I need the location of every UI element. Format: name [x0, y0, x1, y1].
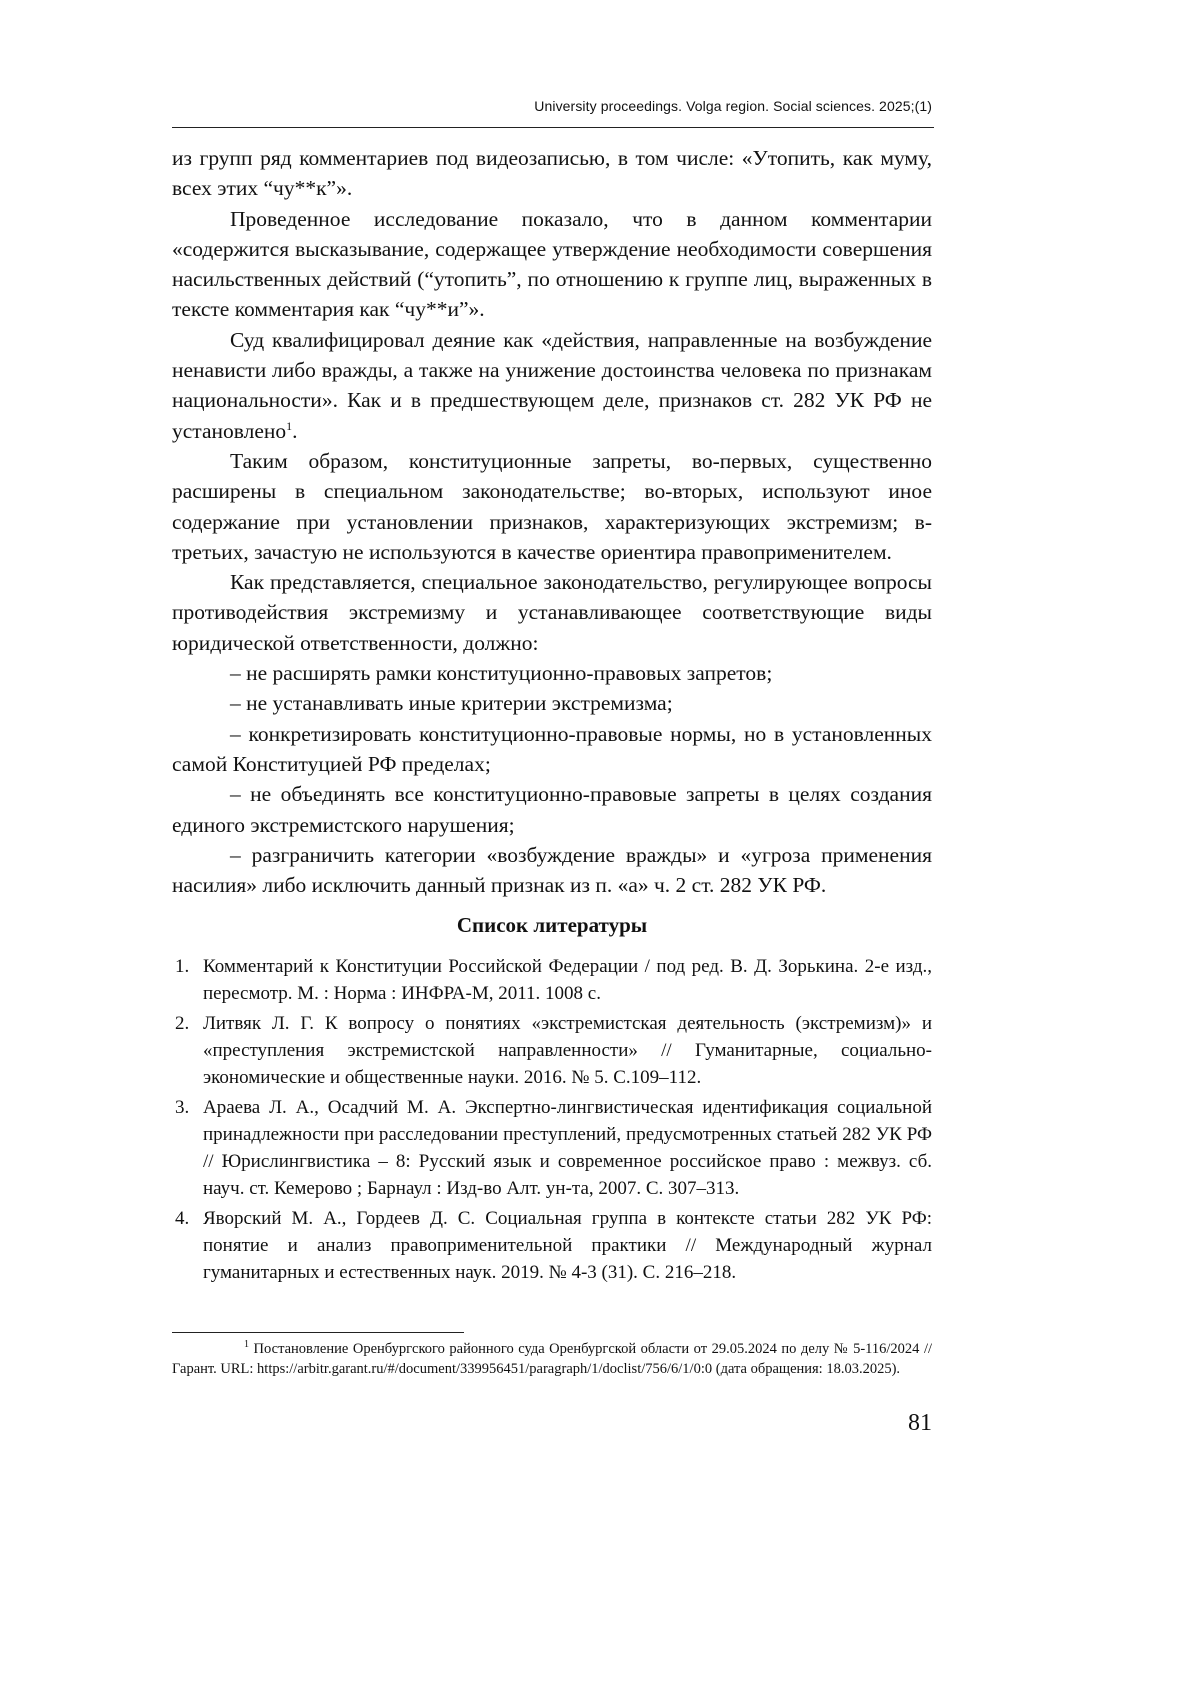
paragraph: из групп ряд комментариев под видеозаписью, в том числе: «Утопить, как муму, всех этих “чу**к”». — [172, 146, 932, 201]
reference-number: 1. — [175, 956, 190, 977]
paragraph-end-punctuation: . — [292, 418, 298, 443]
reference-number: 2. — [175, 1013, 190, 1034]
main-text — [172, 143, 932, 900]
paragraph: Таким образом, конституционные запреты, во-первых, существенно расширены в специальном законодательстве; во-вторых, используют иное содержание при установлении признаков, характеризующих экстремизм; в-третьих, зачастую не используются в качестве ориентира правоприменителем. — [172, 448, 932, 564]
list-item: – не объединять все конституционно-правовые запреты в целях создания единого экстремистского нарушения; — [172, 782, 932, 837]
paragraph — [172, 325, 932, 446]
paragraph-text: Суд квалифицировал деяние как «действия, направленные на возбуждение ненависти либо вражды, а также на унижение достоинства человека по признакам национальности». Как и в предшествующем деле, признаков ст. 282 УК РФ не установлено — [172, 327, 932, 443]
list-item: – разграничить категории «возбуждение вражды» и «угроза применения насилия» либо исключить данный признак из п. «а» ч. 2 ст. 282 УК РФ. — [172, 842, 932, 898]
references-list — [172, 953, 932, 1289]
references-title: Список литературы — [456, 913, 648, 937]
footnote-body: Постановление Оренбургского районного суда Оренбургской области от 29.05.2024 по делу № 5-116/2024 // Гарант. URL: https://arbitr.garant.ru/#/document/339956451/paragraph/1/doclist/756/6/1/0:0 (дата обращения: 18.03.2025). — [172, 1341, 932, 1377]
list-item: – не расширять рамки конституционно-правовых запретов; — [230, 661, 773, 686]
page-number: 81 — [908, 1410, 932, 1436]
paragraph: Проведенное исследование показало, что в данном комментарии «содержится высказывание, содержащее утверждение необходимости совершения насильственных действий (“утопить”, по отношению к группе лиц, выраженных в тексте комментария как “чу**и”». — [172, 206, 932, 322]
reference-text: Литвяк Л. Г. К вопросу о понятиях «экстремистская деятельность (экстремизм)» и «преступления экстремистской направленности» // Гуманитарные, социально-экономические и общественные науки. 2016. № 5. С.109–112. — [203, 1013, 932, 1088]
reference-item — [172, 1010, 932, 1091]
reference-text: Яворский М. А., Гордеев Д. С. Социальная группа в контексте статьи 282 УК РФ: понятие и анализ правоприменительной практики // Международный журнал гуманитарных и естественных наук. 2019. № 4-3 (31). С. 216–218. — [203, 1208, 932, 1283]
reference-number: 3. — [175, 1097, 190, 1118]
reference-text: Комментарий к Конституции Российской Федерации / под ред. В. Д. Зорькина. 2-е изд., пересмотр. М. : Норма : ИНФРА-М, 2011. 1008 с. — [203, 956, 932, 1004]
footnote-rule — [172, 1332, 464, 1333]
list-item: – конкретизировать конституционно-правовые нормы, но в установленных самой Конституцией РФ пределах; — [172, 721, 932, 776]
footnote-reference[interactable]: 1 — [286, 418, 293, 433]
header-rule — [172, 127, 934, 128]
reference-item — [172, 1205, 932, 1286]
reference-item — [172, 1094, 932, 1202]
footnote — [172, 1339, 932, 1379]
list-item: – не устанавливать иные критерии экстремизма; — [230, 691, 673, 716]
paragraph: Как представляется, специальное законодательство, регулирующее вопросы противодействия экстремизму и устанавливающее соответствующие виды юридической ответственности, должно: — [172, 570, 932, 655]
footnote-marker: 1 — [244, 1339, 249, 1351]
reference-item — [172, 953, 932, 1007]
reference-number: 4. — [175, 1208, 190, 1229]
running-header: University proceedings. Volga region. Social sciences. 2025;(1) — [534, 98, 932, 114]
reference-text: Араева Л. А., Осадчий М. А. Экспертно-лингвистическая идентификация социальной принадлежности при расследовании преступлений, предусмотренных статьей 282 УК РФ // Юрислингвистика – 8: Русский язык и современное российское право : межвуз. сб. науч. ст. Кемерово ; Барнаул : Изд-во Алт. ун-та, 2007. С. 307–313. — [203, 1097, 932, 1199]
footnote-text — [172, 1339, 932, 1379]
